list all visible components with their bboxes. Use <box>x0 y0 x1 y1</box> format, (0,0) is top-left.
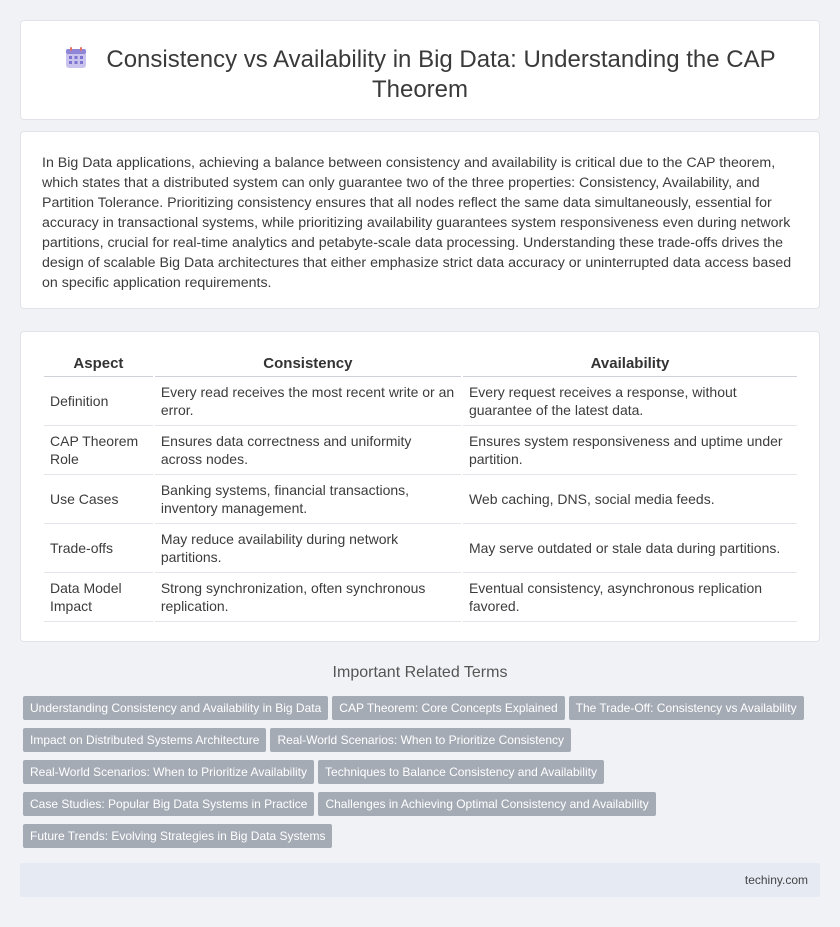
tag-link[interactable]: Challenges in Achieving Optimal Consistency and Availability <box>318 792 655 816</box>
row-consistency: Banking systems, financial transactions, inventory management. <box>155 475 461 524</box>
tag-link[interactable]: The Trade-Off: Consistency vs Availability <box>569 696 804 720</box>
row-availability: Web caching, DNS, social media feeds. <box>463 475 797 524</box>
row-consistency: Every read receives the most recent write or an error. <box>155 377 461 426</box>
header-card <box>20 20 820 120</box>
row-availability: May serve outdated or stale data during partitions. <box>463 524 797 573</box>
footer-site-name: techiny.com <box>744 873 808 887</box>
intro-paragraph: In Big Data applications, achieving a balance between consistency and availability is critical due to the CAP theorem, which states that a distributed system can only guarantee two of the three properties: Consistency, Availability, and Partition Tolerance. Prioritizing consistency ensures that all nodes reflect the same data simultaneously, essential for accuracy in transactional systems, while prioritizing availability guarantees system responsiveness even during network partitions, crucial for real-time analytics and petabyte-scale data processing. Understanding these trade-offs drives the design of scalable Big Data architectures that either emphasize strict data accuracy or uninterrupted data access based on specific application requirements. <box>42 155 792 291</box>
comparison-table <box>42 351 799 622</box>
tag-link[interactable]: Case Studies: Popular Big Data Systems in Practice <box>23 792 314 816</box>
related-terms-title: Important Related Terms <box>332 664 508 681</box>
header-aspect: Aspect <box>44 351 153 377</box>
row-aspect: Trade-offs <box>44 524 153 573</box>
row-availability: Eventual consistency, asynchronous replication favored. <box>463 573 797 622</box>
tag-row <box>23 728 823 760</box>
tag-link[interactable]: Impact on Distributed Systems Architecture <box>23 728 266 752</box>
tag-link[interactable]: Techniques to Balance Consistency and Availability <box>318 760 604 784</box>
header-consistency: Consistency <box>155 351 461 377</box>
table-row <box>44 426 797 475</box>
table-header-row <box>44 351 797 377</box>
row-consistency: Ensures data correctness and uniformity across nodes. <box>155 426 461 475</box>
comparison-table-card <box>20 331 820 642</box>
table-row <box>44 524 797 573</box>
page-title: Consistency vs Availability in Big Data: Understanding the CAP Theorem <box>106 46 776 103</box>
table-row <box>44 475 797 524</box>
row-availability: Ensures system responsiveness and uptime under partition. <box>463 426 797 475</box>
tag-link[interactable]: Understanding Consistency and Availability in Big Data <box>23 696 328 720</box>
row-aspect: CAP Theorem Role <box>44 426 153 475</box>
related-terms-list <box>23 696 823 856</box>
tag-row <box>23 760 823 792</box>
tag-link[interactable]: Real-World Scenarios: When to Prioritize Consistency <box>270 728 571 752</box>
row-aspect: Definition <box>44 377 153 426</box>
row-consistency: Strong synchronization, often synchronous replication. <box>155 573 461 622</box>
row-aspect: Use Cases <box>44 475 153 524</box>
tag-link[interactable]: Future Trends: Evolving Strategies in Big Data Systems <box>23 824 332 848</box>
header-availability: Availability <box>463 351 797 377</box>
page-title-wrap <box>61 45 779 105</box>
intro-card <box>20 131 820 309</box>
tag-link[interactable]: CAP Theorem: Core Concepts Explained <box>332 696 564 720</box>
table-row <box>44 573 797 622</box>
row-consistency: May reduce availability during network partitions. <box>155 524 461 573</box>
tag-row <box>23 824 823 856</box>
table-row <box>44 377 797 426</box>
footer <box>20 863 820 897</box>
calendar-grid-icon <box>64 46 88 70</box>
tag-link[interactable]: Real-World Scenarios: When to Prioritize Availability <box>23 760 314 784</box>
row-availability: Every request receives a response, without guarantee of the latest data. <box>463 377 797 426</box>
tag-row <box>23 792 823 824</box>
tag-row <box>23 696 823 728</box>
row-aspect: Data Model Impact <box>44 573 153 622</box>
